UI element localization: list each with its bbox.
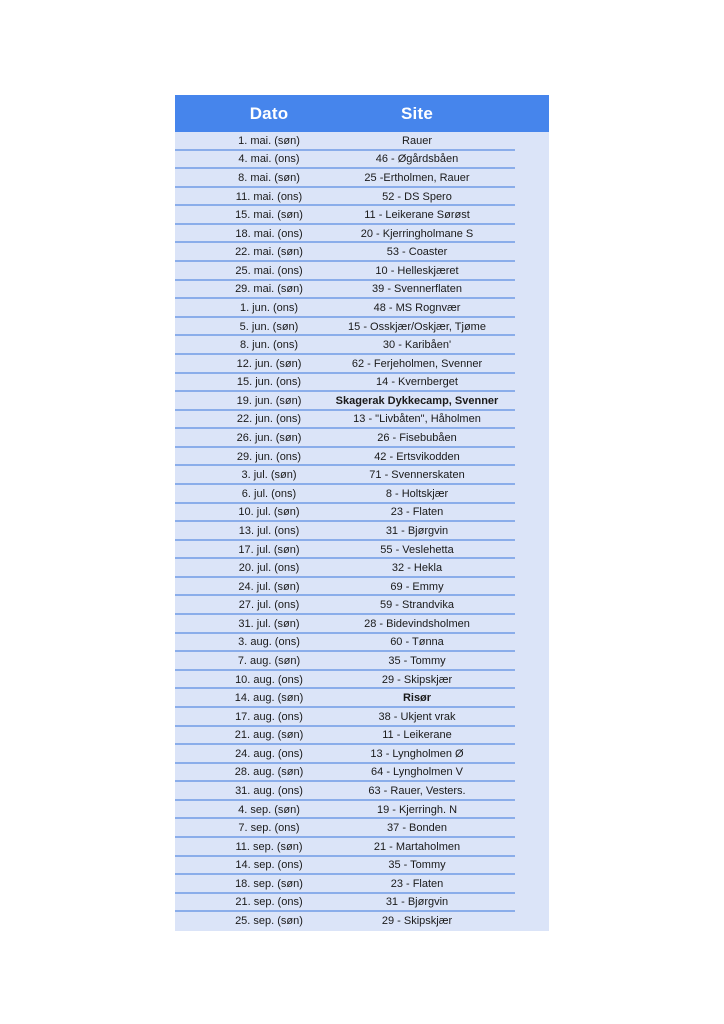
date-cell: 29. jun. (ons) (236, 450, 302, 463)
site-cell: 10 - Helleskjæret (375, 264, 459, 277)
date-cell: 21. aug. (søn) (234, 729, 304, 742)
date-cell: 14. aug. (søn) (234, 692, 304, 705)
site-cell: 64 - Lyngholmen V (371, 766, 463, 779)
table-row (175, 188, 549, 207)
site-cell: 29 - Skipskjær (381, 673, 453, 686)
column-header-dato: Dato (249, 104, 289, 123)
site-cell: 59 - Strandvika (380, 599, 454, 612)
date-cell: 31. aug. (ons) (235, 785, 303, 798)
site-cell: 46 - Øgårdsbåen (375, 153, 459, 166)
site-cell: 25 -Ertholmen, Rauer (364, 171, 470, 184)
table-row (175, 541, 549, 560)
table-row (175, 318, 549, 337)
table-row (175, 912, 549, 931)
table-row (175, 374, 549, 393)
table-row (175, 411, 549, 430)
table-row (175, 355, 549, 374)
date-cell: 22. jun. (ons) (236, 413, 302, 426)
table-row (175, 596, 549, 615)
table-row (175, 764, 549, 783)
site-cell: 29 - Skipskjær (381, 915, 453, 928)
date-cell: 15. jun. (ons) (236, 376, 302, 389)
table-row (175, 151, 549, 170)
table-row (175, 559, 549, 578)
table-row (175, 689, 549, 708)
column-header-site: Site (401, 104, 433, 123)
table-row (175, 819, 549, 838)
date-cell: 25. mai. (ons) (235, 264, 303, 277)
table-row (175, 671, 549, 690)
table-row (175, 485, 549, 504)
site-cell: 38 - Ukjent vrak (378, 710, 456, 723)
site-cell: 39 - Svennerflaten (372, 283, 462, 296)
table-row (175, 634, 549, 653)
table-row (175, 448, 549, 467)
table-row (175, 578, 549, 597)
table-row (175, 522, 549, 541)
date-cell: 25. sep. (søn) (235, 915, 303, 928)
date-cell: 24. jul. (søn) (238, 580, 300, 593)
table-row (175, 745, 549, 764)
date-cell: 17. jul. (søn) (238, 543, 300, 556)
site-cell: Rauer (402, 134, 432, 147)
date-cell: 3. aug. (ons) (238, 636, 300, 649)
table-row (175, 225, 549, 244)
site-cell: 35 - Tommy (388, 654, 446, 667)
table-row (175, 206, 549, 225)
date-cell: 11. mai. (ons) (235, 190, 303, 203)
date-cell: 12. jun. (søn) (236, 357, 302, 370)
table-row (175, 894, 549, 913)
site-cell: 23 - Flaten (390, 877, 444, 890)
table-row (175, 336, 549, 355)
site-cell: Skagerak Dykkecamp, Svenner (335, 394, 499, 407)
table-row (175, 782, 549, 801)
date-cell: 28. aug. (søn) (234, 766, 304, 779)
site-cell: 13 - Lyngholmen Ø (370, 747, 464, 760)
date-cell: 7. aug. (søn) (237, 654, 301, 667)
table-row (175, 429, 549, 448)
site-cell: 11 - Leikerane (382, 729, 452, 742)
table-row (175, 169, 549, 188)
date-cell: 1. mai. (søn) (238, 134, 300, 147)
site-cell: 60 - Tønna (390, 636, 444, 649)
table-row (175, 504, 549, 523)
site-cell: 19 - Kjerringh. N (376, 803, 458, 816)
site-cell: 53 - Coaster (386, 246, 448, 259)
table-row (175, 466, 549, 485)
site-cell: 69 - Emmy (390, 580, 444, 593)
date-cell: 1. jun. (ons) (239, 301, 299, 314)
site-cell: 11 - Leikerane Sørøst (364, 209, 470, 222)
date-cell: 4. mai. (ons) (238, 153, 300, 166)
site-cell: 21 - Martaholmen (373, 840, 461, 853)
site-cell: 20 - Kjerringholmane S (360, 227, 474, 240)
date-cell: 18. sep. (søn) (235, 877, 303, 890)
date-cell: 26. jun. (søn) (236, 432, 302, 445)
site-cell: 14 - Kvernberget (376, 376, 458, 389)
table-row (175, 857, 549, 876)
site-cell: 28 - Bidevindsholmen (364, 617, 470, 630)
site-cell: 63 - Rauer, Vesters. (368, 785, 466, 798)
date-cell: 10. aug. (ons) (235, 673, 303, 686)
site-cell: 8 - Holtskjær (385, 487, 449, 500)
date-cell: 5. jun. (søn) (239, 320, 299, 333)
site-cell: 23 - Flaten (390, 506, 444, 519)
site-cell: 37 - Bonden (387, 822, 447, 835)
site-cell: 42 - Ertsvikodden (374, 450, 460, 463)
date-cell: 14. sep. (ons) (235, 859, 303, 872)
site-cell: 30 - Karibåen' (382, 339, 452, 352)
site-cell: 52 - DS Spero (382, 190, 452, 203)
site-cell: 55 - Veslehetta (380, 543, 454, 556)
site-cell: 26 - Fisebubåen (377, 432, 457, 445)
date-cell: 22. mai. (søn) (235, 246, 303, 259)
date-cell: 13. jul. (ons) (238, 524, 300, 537)
table-row (175, 615, 549, 634)
site-cell: 13 - "Livbåten", Håholmen (353, 413, 481, 426)
date-cell: 27. jul. (ons) (238, 599, 300, 612)
site-cell: 48 - MS Rognvær (373, 301, 461, 314)
table-row (175, 652, 549, 671)
table-row (175, 132, 549, 151)
date-cell: 8. mai. (søn) (238, 171, 300, 184)
dive-schedule-table (175, 95, 549, 931)
table-body (175, 132, 549, 931)
table-row (175, 838, 549, 857)
site-cell: 31 - Bjørgvin (385, 524, 449, 537)
table-header-row (175, 95, 549, 132)
site-cell: 32 - Hekla (391, 562, 443, 575)
site-cell: 62 - Ferjeholmen, Svenner (351, 357, 483, 370)
table-row (175, 875, 549, 894)
table-row (175, 392, 549, 411)
table-row (175, 801, 549, 820)
date-cell: 10. jul. (søn) (238, 506, 300, 519)
table-row (175, 281, 549, 300)
table-row (175, 262, 549, 281)
date-cell: 7. sep. (ons) (238, 822, 300, 835)
date-cell: 4. sep. (søn) (238, 803, 300, 816)
date-cell: 21. sep. (ons) (235, 896, 303, 909)
date-cell: 24. aug. (ons) (235, 747, 303, 760)
table-row (175, 708, 549, 727)
site-cell: Risør (402, 692, 432, 705)
date-cell: 19. jun. (søn) (236, 394, 302, 407)
table-row (175, 727, 549, 746)
date-cell: 20. jul. (ons) (238, 562, 300, 575)
site-cell: 35 - Tommy (388, 859, 446, 872)
date-cell: 3. jul. (søn) (241, 469, 297, 482)
date-cell: 6. jul. (ons) (241, 487, 297, 500)
date-cell: 31. jul. (søn) (238, 617, 300, 630)
site-cell: 15 - Osskjær/Oskjær, Tjøme (348, 320, 486, 333)
site-cell: 71 - Svennerskaten (369, 469, 465, 482)
date-cell: 29. mai. (søn) (235, 283, 303, 296)
date-cell: 8. jun. (ons) (239, 339, 299, 352)
table-row (175, 299, 549, 318)
table-row (175, 243, 549, 262)
date-cell: 17. aug. (ons) (235, 710, 303, 723)
date-cell: 15. mai. (søn) (235, 209, 303, 222)
date-cell: 18. mai. (ons) (235, 227, 303, 240)
date-cell: 11. sep. (søn) (235, 840, 303, 853)
site-cell: 31 - Bjørgvin (385, 896, 449, 909)
